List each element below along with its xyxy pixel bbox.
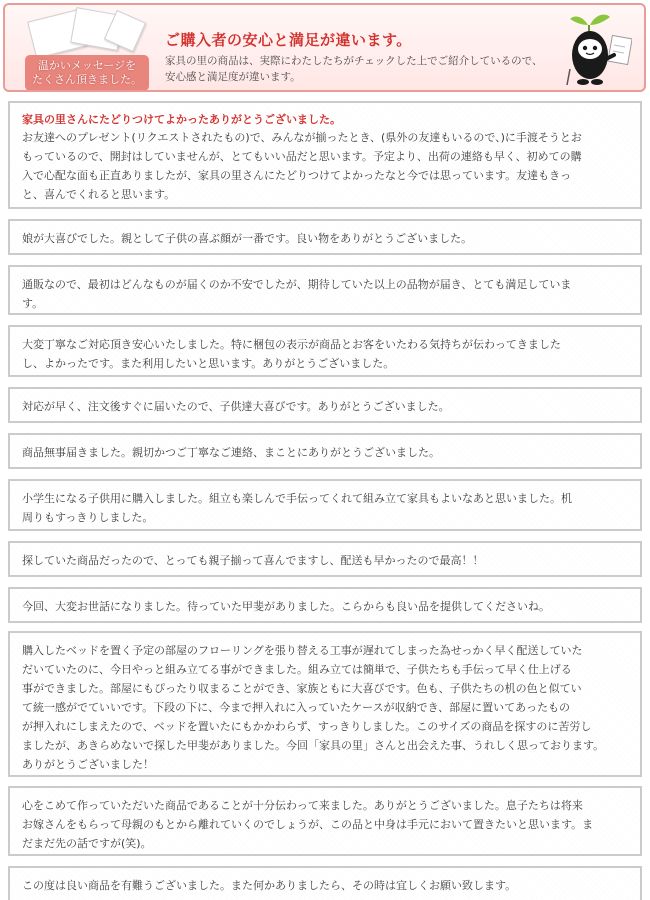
review-text-line: もっているので、開封はしていませんが、とてもいい品だと思います。予定より、出荷の連絡も早く、初めての購: [22, 150, 582, 163]
review-box: [8, 587, 642, 623]
review-text-line: 小学生になる子供用に購入しました。組立も楽しんで手伝ってくれて組み立て家具もよいなあと思いました。机: [22, 492, 572, 505]
review-text-line: 心をこめて作っていただいた商品であることが十分伝わって来ました。ありがとうございました。息子たちは将来: [22, 799, 583, 812]
review-text-line: が押入れにしまえたので、ベッドを置いたにもかかわらず、すっきりしました。このサイズの商品を探すのに苦労し: [22, 720, 592, 733]
review-text-line: て統一感がでていいです。下段の下に、今まで押入れに入っていたケースが収納でき、部屋に置いてあったもの: [22, 701, 571, 714]
sprout-mascot-icon: [562, 9, 632, 91]
review-text-line: ありがとうございました！: [22, 758, 154, 771]
review-text-line: 商品無事届きました。親切かつご丁寧なご連絡、まことにありがとうございました。: [22, 446, 440, 459]
review-text-line: 対応が早く、注文後すぐに届いたので、子供達大喜びです。ありがとうございました。: [22, 400, 450, 413]
review-text-line: と、喜んでくれると思います。: [22, 188, 176, 201]
banner-description: [165, 53, 570, 85]
review-text-line: 娘が大喜びでした。親として子供の喜ぶ顔が一番です。良い物をありがとうございました。: [22, 232, 473, 245]
review-box: [8, 866, 642, 900]
banner-caption: 温かいメッセージを たくさん頂きました。: [25, 55, 149, 91]
review-text-line: 大変丁寧なご対応頂き安心いたしました。特に梱包の表示が商品とお客をいたわる気持ちが伝わってきました: [22, 338, 561, 351]
review-box: [8, 631, 642, 777]
review-text-line: 周りもすっきりしました。: [22, 511, 154, 524]
review-text-line: お嫁さんをもらって母親のもとから離れていくのでしょうが、この品と中身は手元において置きたいと思います。ま: [22, 818, 594, 831]
review-text-line: ましたが、あきらめないで探した甲斐がありました。今回「家具の里」さんと出会えた事、うれしく思っております。: [22, 739, 605, 752]
review-box: [8, 325, 642, 377]
review-text-line: 通販なので、最初はどんなものが届くのか不安でしたが、期待していた以上の品物が届き、とても満足していま: [22, 278, 572, 291]
review-text-line: だまだ先の話ですが(笑)。: [22, 837, 152, 850]
review-text-line: 入で心配な面も正直ありましたが、家具の里さんにたどりつけてよかったなと今では思っています。友達もきっ: [22, 169, 572, 182]
letters-illustration: [17, 9, 147, 89]
review-box: [8, 265, 642, 315]
review-box: [8, 433, 642, 469]
review-text-line: お友達へのプレゼント(リクエストされたもの)で、みんなが揃ったとき、(県外の友達もいるので、)に手渡そうとお: [22, 131, 582, 144]
review-text-line: 事ができました。部屋にもぴったり収まることができ、家族ともに大喜びです。色も、子供たちの机の色と似てい: [22, 682, 582, 695]
review-box: [8, 479, 642, 531]
review-text-line: 今回、大変お世話になりました。待っていた甲斐がありました。こらからも良い品を提供してくださいね。: [22, 600, 550, 613]
review-text-line: この度は良い商品を有難うございました。また何かありましたら、その時は宜しくお願い致します。: [22, 879, 517, 892]
review-text-line: し、よかったです。また利用したいと思います。ありがとうございました。: [22, 357, 395, 370]
banner-line: 家具の里の商品は、実際にわたしたちがチェックした上でご紹介しているので、: [165, 55, 543, 67]
banner-heading: ご購入者の安心と満足が違います。: [165, 31, 412, 49]
review-box: [8, 541, 642, 577]
review-box: [8, 387, 642, 423]
review-text-line: 探していた商品だったので、とっても親子揃って喜んでますし、配送も早かったので最高！！: [22, 554, 484, 567]
banner-line: 安心感と満足度が違います。: [165, 71, 301, 83]
review-text-line: だいていたのに、今日やっと組み立てる事ができました。組み立ては簡単で、子供たちも手伝って早く仕上げる: [22, 663, 572, 676]
review-text-line: 購入したベッドを置く予定の部屋のフローリングを張り替える工事が遅れてしまった為せっかく早く配送していた: [22, 644, 583, 657]
review-title: 家具の里さんにたどりつけてよかったありがとうございました。: [22, 113, 341, 126]
header-banner: [3, 3, 646, 92]
review-box: [8, 101, 642, 209]
review-box: [8, 219, 642, 255]
review-box: [8, 786, 642, 856]
review-text-line: す。: [22, 297, 44, 310]
